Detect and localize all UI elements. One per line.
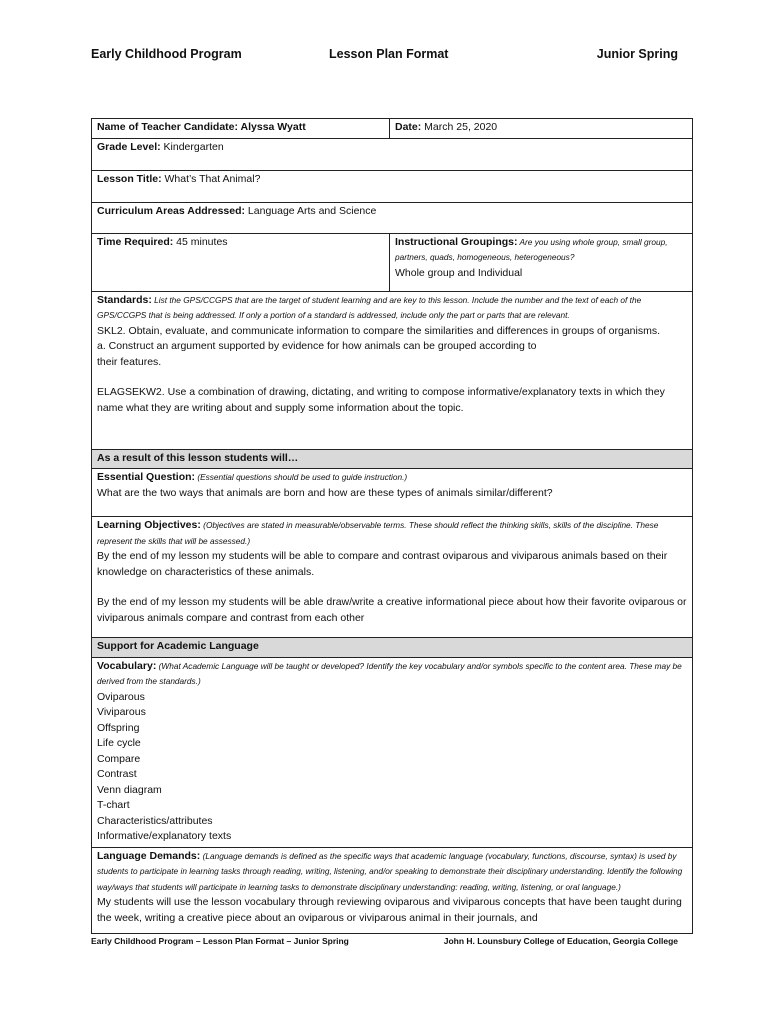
title-label: Lesson Title: — [97, 172, 162, 185]
grade-cell — [92, 138, 693, 170]
objective-1: By the end of my lesson my students will be able to compare and contrast oviparous and viviparous animals based on their knowledge on characteristics of these animals. — [97, 550, 668, 578]
header-program: Early Childhood Program — [91, 47, 242, 61]
groupings-value: Whole group and Individual — [395, 266, 523, 279]
essential-hint: (Essential questions should be used to guide instruction.) — [195, 472, 408, 482]
row-grade — [92, 138, 693, 170]
row-title — [92, 170, 693, 202]
demands-cell — [92, 847, 693, 933]
vocabulary-term: Life cycle — [97, 737, 141, 749]
essential-value: What are the two ways that animals are born and how are these types of animals similar/different? — [97, 486, 553, 499]
vocabulary-cell — [92, 657, 693, 847]
row-time-groupings — [92, 233, 693, 291]
vocabulary-term: Viviparous — [97, 706, 146, 718]
standards-label: Standards: — [97, 293, 152, 306]
standards-skl2-a-cont: their features. — [97, 355, 162, 368]
header-term: Junior Spring — [596, 47, 678, 61]
row-essential-question — [92, 469, 693, 517]
essential-cell — [92, 469, 693, 517]
vocabulary-label: Vocabulary: — [97, 659, 157, 672]
time-value: 45 minutes — [173, 235, 228, 248]
curriculum-cell — [92, 202, 693, 233]
curriculum-value: Language Arts and Science — [245, 204, 377, 217]
spacer — [97, 370, 687, 385]
curriculum-label: Curriculum Areas Addressed: — [97, 204, 246, 217]
objectives-hint: (Objectives are stated in measurable/observable terms. These should reflect the thinking skills, skills of the discipline. These represent the skills that will be assessed.) — [97, 520, 659, 546]
demands-hint: (Language demands is defined as the specific ways that academic language (vocabulary, functions, discourse, syntax) is used by students to participate in learning tasks through reading, writing, listening, and/or speaking to demonstrate their disciplinary understanding. Identify the following way/ways that students will participate in learning tasks to demonstrate disciplinary understanding: reading, writing, listening, or oral language.) — [97, 850, 683, 892]
vocabulary-term: Compare — [97, 752, 141, 765]
header-format: Lesson Plan Format — [329, 47, 449, 61]
row-result-header — [92, 449, 693, 469]
lesson-plan-table — [91, 118, 693, 934]
date-value: March 25, 2020 — [421, 121, 498, 133]
footer-left: Early Childhood Program – Lesson Plan Format – Junior Spring — [91, 936, 349, 946]
time-cell — [92, 233, 390, 291]
support-header-cell: Support for Academic Language — [92, 638, 693, 658]
standards-cell — [92, 291, 693, 449]
objectives-cell — [92, 517, 693, 638]
row-support-header — [92, 638, 693, 658]
row-curriculum — [92, 202, 693, 233]
title-value: What’s That Animal? — [161, 172, 261, 185]
footer-right: John H. Lounsbury College of Education, Georgia College — [443, 936, 678, 946]
vocabulary-term: Contrast — [97, 768, 137, 780]
standards-skl2: SKL2. Obtain, evaluate, and communicate information to compare the similarities and differences in groups of organisms. — [97, 324, 661, 337]
row-learning-objectives — [92, 517, 693, 638]
date-label: Date: — [395, 121, 422, 133]
groupings-label: Instructional Groupings: — [395, 235, 518, 248]
grade-label: Grade Level: — [97, 140, 161, 153]
row-teacher-date — [92, 119, 693, 139]
time-label: Time Required: — [97, 235, 174, 248]
standards-elagsekw2: ELAGSEKW2. Use a combination of drawing, dictating, and writing to compose informative/explanatory texts in which they name what they are writing about and supply some information about the topic. — [97, 386, 665, 414]
objective-2: By the end of my lesson my students will be able draw/write a creative informational piece about how their favorite oviparous or viviparous animals compare and contrast from each other — [97, 596, 687, 624]
teacher-label: Name of Teacher Candidate: Alyssa Wyatt — [97, 121, 306, 133]
row-language-demands — [92, 847, 693, 933]
groupings-hint: Are you using whole group, small group, partners, quads, homogeneous, heterogeneous? — [395, 236, 668, 262]
standards-skl2-a: a. Construct an argument supported by evidence for how animals can be grouped according to — [97, 340, 537, 352]
date-cell — [390, 119, 693, 139]
essential-label: Essential Question: — [97, 471, 196, 483]
demands-label: Language Demands: — [97, 849, 201, 862]
standards-hint: List the GPS/CCGPS that are the target of student learning and are key to this lesson. Include the number and the text of each of the GPS/CCGPS that is being addressed. If only a portion of a standard is addressed, include only the part or parts that are relevant. — [97, 294, 642, 320]
page-footer — [91, 936, 678, 950]
vocabulary-term: Characteristics/attributes — [97, 814, 213, 827]
teacher-cell — [92, 119, 390, 139]
vocabulary-term: Offspring — [97, 721, 140, 734]
row-vocabulary — [92, 657, 693, 847]
vocabulary-term: Oviparous — [97, 690, 145, 703]
spacer — [97, 580, 687, 595]
grade-value: Kindergarten — [160, 140, 224, 153]
vocabulary-term: T-chart — [97, 799, 130, 811]
vocabulary-term: Informative/explanatory texts — [97, 830, 232, 842]
vocabulary-hint: (What Academic Language will be taught or developed? Identify the key vocabulary and/or symbols specific to the content area. These may be derived from the standards.) — [97, 660, 682, 686]
row-standards — [92, 291, 693, 449]
vocabulary-term: Venn diagram — [97, 783, 162, 796]
title-cell — [92, 170, 693, 202]
page-header — [91, 47, 678, 67]
result-header-cell: As a result of this lesson students will… — [92, 449, 693, 469]
groupings-cell — [390, 233, 693, 291]
demands-value: My students will use the lesson vocabulary through reviewing oviparous and viviparous concepts that have been taught during the week, writing a creative piece about an oviparous or viviparous animal in their journals, and — [97, 896, 682, 924]
objectives-label: Learning Objectives: — [97, 519, 201, 531]
